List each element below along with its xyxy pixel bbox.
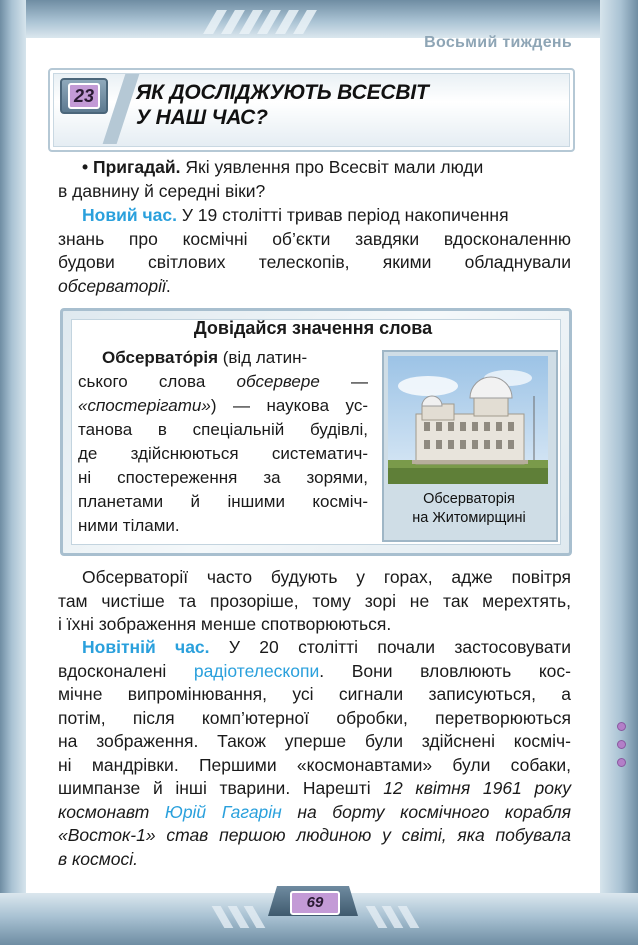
recall-paragraph bbox=[58, 156, 571, 203]
newest-time-line-8a: космонавт bbox=[58, 801, 165, 822]
new-time-text-3: будови світлових телескопів, якими обладнували bbox=[58, 252, 571, 272]
header-decor-stripe bbox=[103, 74, 140, 144]
mountains-paragraph bbox=[58, 566, 571, 637]
latin-word: обсервере bbox=[236, 372, 320, 391]
term-observatory: Обсервато́рія bbox=[102, 348, 218, 367]
newest-time-line-5: на зображення. Також уперше були здійснені косміч- bbox=[58, 731, 571, 751]
observatories-term: обсерваторії bbox=[58, 275, 166, 296]
lesson-title-line-1: ЯК ДОСЛІДЖУЮТЬ ВСЕСВІТ bbox=[136, 81, 429, 104]
recall-text-1: Які уявлення про Всесвіт мали люди bbox=[180, 157, 484, 177]
definition-line-2a: ського слова bbox=[78, 372, 237, 391]
week-label: Восьмий тиждень bbox=[424, 34, 572, 51]
lesson-number-badge bbox=[60, 78, 108, 114]
newest-time-line-8b: на борту космічного корабля bbox=[281, 801, 572, 822]
photo-caption-line-2: на Житомирщині bbox=[412, 510, 526, 526]
new-time-text-2: знань про космічні об’єкти завдяки вдосконаленню bbox=[58, 228, 571, 249]
recall-label: Пригадай. bbox=[93, 157, 181, 177]
newest-time-line-9: «Восток-1» став першою людиною у світі, яка побувала bbox=[58, 825, 571, 845]
launch-date: 12 квітня 1961 року bbox=[383, 778, 572, 798]
photo-caption-line-1: Обсерваторія bbox=[423, 491, 515, 507]
page-number: 69 bbox=[290, 891, 340, 915]
new-time-label: Новий час. bbox=[82, 205, 177, 225]
mountains-line-2: там чистіше та прозоріше, тому зорі не так мерехтять, bbox=[58, 590, 571, 611]
newest-time-line-4: потім, після комп’ютерної обробки, перетворюються bbox=[58, 707, 571, 728]
lesson-title bbox=[136, 80, 556, 130]
bullet: • bbox=[82, 157, 89, 177]
word-meaning-title: Довідайся значення слова bbox=[193, 318, 433, 338]
definition-line-5: де здійснюються систематич- bbox=[78, 444, 368, 463]
top-decor-stripes bbox=[190, 10, 390, 34]
definition-line-7: планетами й іншими косміч- bbox=[78, 492, 368, 511]
definition-line-8: ними тілами. bbox=[78, 516, 180, 535]
newest-time-line-2b: . Вони вловлюють кос- bbox=[319, 660, 571, 681]
translation: «спостерігати» bbox=[78, 396, 211, 415]
page-frame-right bbox=[600, 0, 638, 945]
new-time-text-1: У 19 столітті тривав період накопичення bbox=[176, 205, 509, 225]
mountains-line-1: Обсерваторії часто будують у горах, адже повітря bbox=[82, 567, 571, 587]
photo-caption bbox=[384, 490, 554, 528]
newest-time-paragraph bbox=[58, 636, 571, 871]
radio-telescopes-link[interactable]: радіотелескопи bbox=[193, 660, 320, 681]
gagarin-link[interactable]: Юрій Гагарін bbox=[164, 801, 282, 822]
newest-time-line-7a: шимпанзе й інші тварини. Нарешті bbox=[58, 778, 384, 798]
newest-time-line-3: мічне випромінювання, усі сигнали записуються, а bbox=[58, 684, 571, 704]
newest-time-line-1: У 20 столітті почали застосовувати bbox=[209, 637, 571, 657]
observatory-illustration bbox=[388, 356, 548, 484]
newest-time-line-10: в космосі. bbox=[58, 848, 138, 869]
mountains-line-3: і їхні зображення менше спотворюються. bbox=[58, 614, 392, 634]
newest-time-line-6: ні мандрівки. Першими «космонавтами» були собаки, bbox=[58, 754, 571, 775]
lesson-number: 23 bbox=[68, 83, 100, 109]
word-meaning-text bbox=[78, 346, 368, 538]
definition-line-4: танова в спеціальній будівлі, bbox=[78, 420, 368, 439]
definition-line-1: (від латин- bbox=[218, 348, 308, 367]
page-frame-left bbox=[0, 0, 26, 945]
definition-line-6: ні спостереження за зорями, bbox=[78, 468, 368, 487]
observatory-photo bbox=[388, 356, 548, 484]
side-decor-dots bbox=[614, 722, 628, 776]
period: . bbox=[165, 275, 171, 296]
recall-text-2: в давнину й середні віки? bbox=[58, 180, 266, 201]
definition-line-3b: ) — наукова ус- bbox=[210, 396, 368, 415]
definition-line-2b: — bbox=[319, 372, 368, 391]
newest-time-label: Новітній час. bbox=[82, 637, 210, 657]
new-time-paragraph bbox=[58, 204, 571, 298]
lesson-title-line-2: У НАШ ЧАС? bbox=[136, 106, 268, 129]
newest-time-line-2a: вдосконалені bbox=[58, 660, 194, 681]
